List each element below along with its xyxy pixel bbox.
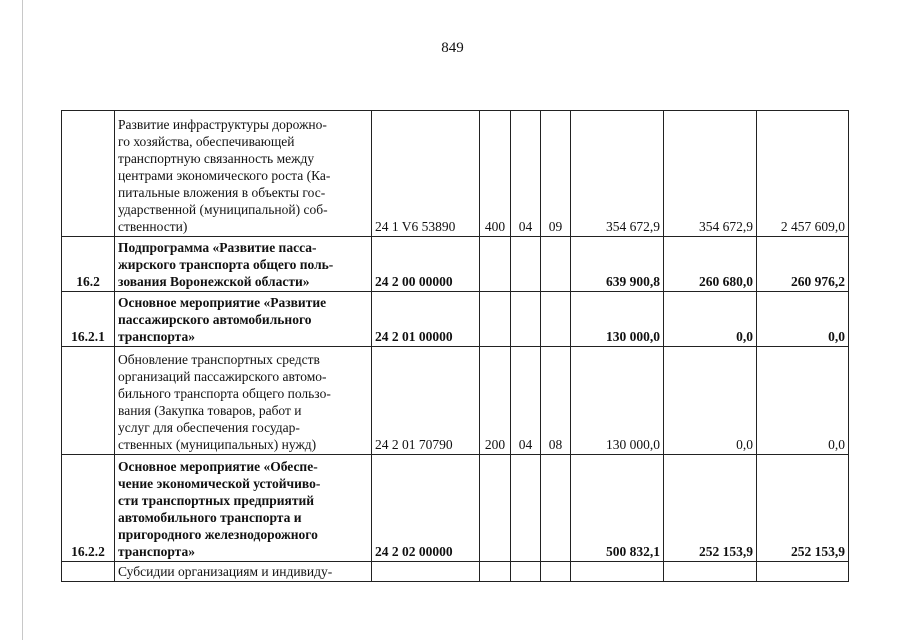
row-year2 xyxy=(664,562,757,582)
row-number xyxy=(62,562,115,582)
row-year1: 639 900,8 xyxy=(571,237,664,292)
row-code xyxy=(372,562,480,582)
row-number xyxy=(62,111,115,237)
row-number: 16.2.1 xyxy=(62,292,115,347)
row-vr xyxy=(480,562,511,582)
row-year2: 252 153,9 xyxy=(664,455,757,562)
row-year1: 130 000,0 xyxy=(571,292,664,347)
row-rz xyxy=(511,562,541,582)
page-number: 849 xyxy=(441,40,464,56)
table-row xyxy=(62,455,849,562)
row-name: Субсидии организациям и индивиду- xyxy=(115,562,372,582)
row-number xyxy=(62,347,115,455)
row-name: Развитие инфраструктуры дорожно- го хозяйства, обеспечивающей транспортную связанность между центрами экономического роста (Ка- питальные вложения в объекты гос- ударственной (муниципальной) соб- ственности) xyxy=(115,111,372,237)
row-year1: 130 000,0 xyxy=(571,347,664,455)
row-number: 16.2.2 xyxy=(62,455,115,562)
row-code: 24 2 01 70790 xyxy=(372,347,480,455)
row-code: 24 2 02 00000 xyxy=(372,455,480,562)
row-year3: 252 153,9 xyxy=(757,455,849,562)
row-vr: 200 xyxy=(480,347,511,455)
row-name: Основное мероприятие «Обеспе- чение экономической устойчиво- сти транспортных предприятий автомобильного транспорта и пригородного железнодорожного транспорта» xyxy=(115,455,372,562)
budget-table xyxy=(61,110,849,582)
table-row xyxy=(62,292,849,347)
row-year3 xyxy=(757,562,849,582)
row-pr: 09 xyxy=(541,111,571,237)
row-vr: 400 xyxy=(480,111,511,237)
row-rz xyxy=(511,237,541,292)
row-year1: 354 672,9 xyxy=(571,111,664,237)
scan-edge-line xyxy=(22,0,23,640)
row-name: Обновление транспортных средств организаций пассажирского автомо- бильного транспорта общего пользо- вания (Закупка товаров, работ и услуг для обеспечения государ- ственных (муниципальных) нужд) xyxy=(115,347,372,455)
table-row xyxy=(62,562,849,582)
row-vr xyxy=(480,455,511,562)
row-year2: 260 680,0 xyxy=(664,237,757,292)
row-code: 24 2 01 00000 xyxy=(372,292,480,347)
row-code: 24 2 00 00000 xyxy=(372,237,480,292)
row-number: 16.2 xyxy=(62,237,115,292)
row-pr: 08 xyxy=(541,347,571,455)
row-rz xyxy=(511,292,541,347)
row-rz: 04 xyxy=(511,111,541,237)
row-year3: 2 457 609,0 xyxy=(757,111,849,237)
row-year2: 0,0 xyxy=(664,347,757,455)
row-pr xyxy=(541,562,571,582)
row-year3: 0,0 xyxy=(757,347,849,455)
row-year1 xyxy=(571,562,664,582)
row-year2: 0,0 xyxy=(664,292,757,347)
row-code: 24 1 V6 53890 xyxy=(372,111,480,237)
row-pr xyxy=(541,292,571,347)
table-row xyxy=(62,237,849,292)
row-name: Подпрограмма «Развитие пасса- жирского транспорта общего поль- зования Воронежской области» xyxy=(115,237,372,292)
row-name: Основное мероприятие «Развитие пассажирского автомобильного транспорта» xyxy=(115,292,372,347)
row-pr xyxy=(541,455,571,562)
row-year3: 260 976,2 xyxy=(757,237,849,292)
row-vr xyxy=(480,237,511,292)
row-year1: 500 832,1 xyxy=(571,455,664,562)
table-row xyxy=(62,347,849,455)
row-pr xyxy=(541,237,571,292)
table-row xyxy=(62,111,849,237)
row-rz: 04 xyxy=(511,347,541,455)
row-year3: 0,0 xyxy=(757,292,849,347)
row-rz xyxy=(511,455,541,562)
row-vr xyxy=(480,292,511,347)
row-year2: 354 672,9 xyxy=(664,111,757,237)
